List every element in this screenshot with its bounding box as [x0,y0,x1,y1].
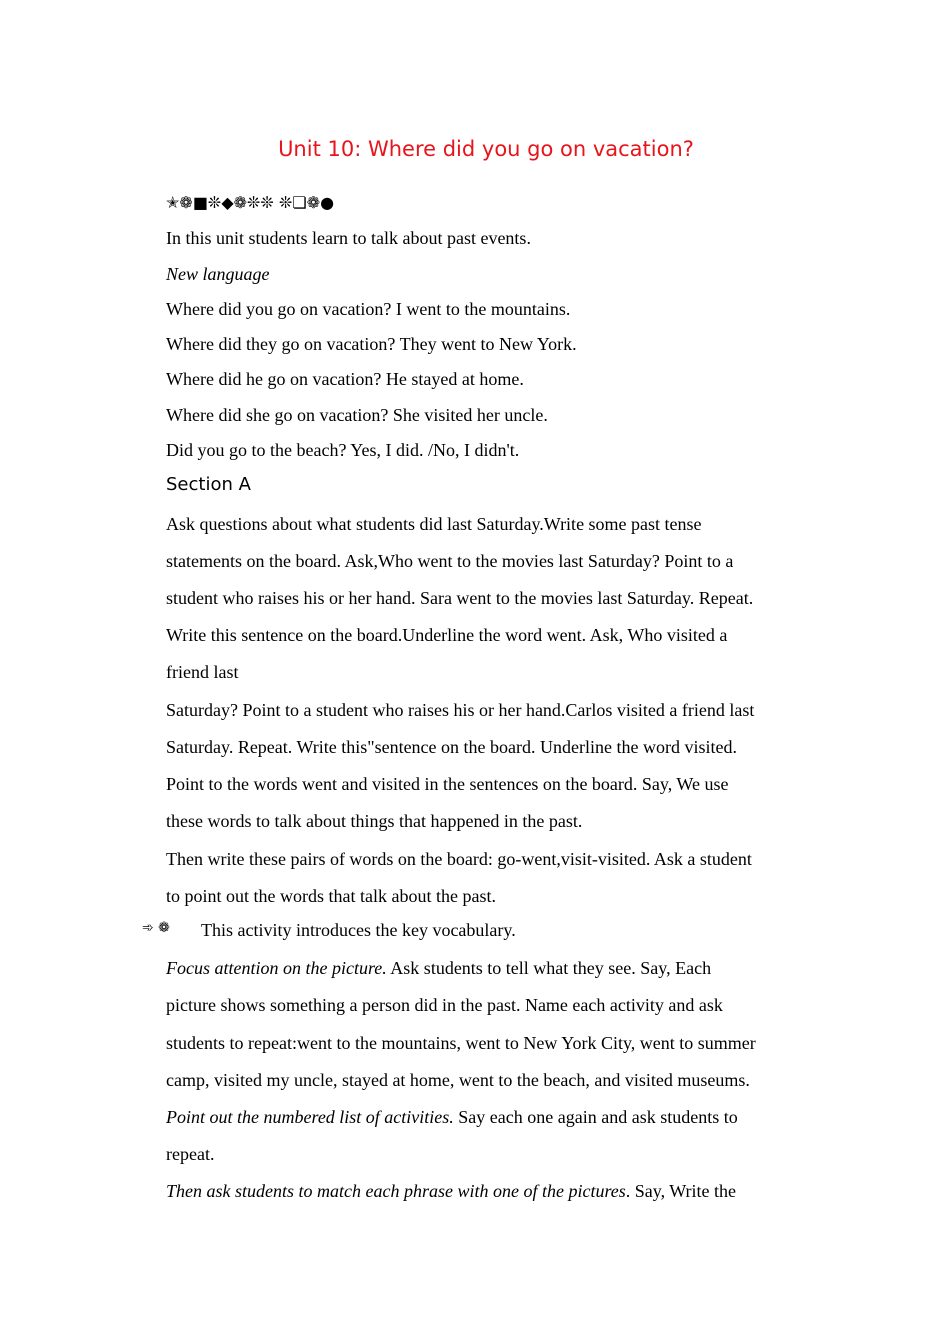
paragraph-line: repeat. [166,1144,215,1165]
paragraph-text: Ask students to tell what they see. Say, Each [386,958,712,979]
section-a-paragraph-1 [166,506,806,692]
language-line: Where did you go on vacation? I went to the mountains. [166,298,571,319]
paragraph-line [166,950,806,987]
paragraph-line: these words to talk about things that happened in the past. [166,811,583,832]
italic-lead: Then ask students to match each phrase with one of the pictures [166,1181,626,1202]
section-a-paragraph-3 [166,841,806,915]
bullet-arrow-icon: ➾ ❁ [142,919,170,936]
paragraph-line [166,1099,806,1136]
activity-bullet [142,915,806,950]
paragraph-line: student who raises his or her hand. Sara went to the movies last Saturday. Repeat. [166,588,754,609]
page-title: Unit 10: Where did you go on vacation? [278,137,694,161]
then-ask-paragraph [166,1173,806,1210]
paragraph-line: Then write these pairs of words on the board: go-went,visit-visited. Ask a student [166,848,752,869]
section-a-paragraph-2 [166,692,806,841]
language-line: Where did they go on vacation? They went to New York. [166,334,577,355]
paragraph-line: Ask questions about what students did last Saturday.Write some past tense [166,513,702,534]
new-language-heading: New language [166,263,270,284]
header-symbols: ✭❁■❊◆❁❊❊ ❊❏❁● [166,193,335,212]
section-heading: Section A [166,474,251,496]
paragraph-line: statements on the board. Ask,Who went to the movies last Saturday? Point to a [166,550,734,571]
point-out-paragraph [166,1099,806,1173]
paragraph-line: friend last [166,662,239,683]
paragraph-text: . Say, Write the [625,1181,737,1202]
paragraph-line: Saturday. Repeat. Write this"sentence on the board. Underline the word visited. [166,736,737,757]
paragraph-line: picture shows something a person did in the past. Name each activity and ask [166,995,723,1016]
paragraph-line: Write this sentence on the board.Underline the word went. Ask, Who visited a [166,625,728,646]
document-body [142,188,806,1211]
focus-paragraph [166,950,806,1099]
paragraph-line: to point out the words that talk about the past. [166,885,496,906]
paragraph-line: Saturday? Point to a student who raises his or her hand.Carlos visited a friend last [166,699,755,720]
language-line: Did you go to the beach? Yes, I did. /No, I didn't. [166,440,520,461]
paragraph-line: camp, visited my uncle, stayed at home, went to the beach, and visited museums. [166,1069,750,1090]
paragraph-line: students to repeat:went to the mountains, went to New York City, went to summer [166,1032,756,1053]
italic-lead: Point out the numbered list of activities. [166,1107,454,1128]
italic-lead: Focus attention on the picture. [166,958,387,979]
paragraph-line [166,1173,806,1210]
language-line: Where did he go on vacation? He stayed at home. [166,369,524,390]
language-line: Where did she go on vacation? She visited her uncle. [166,404,548,425]
paragraph-text: Say each one again and ask students to [453,1107,738,1128]
intro-text: In this unit students learn to talk about past events. [166,228,531,249]
paragraph-line: Point to the words went and visited in the sentences on the board. Say, We use [166,774,729,795]
activity-text: This activity introduces the key vocabulary. [201,919,516,940]
